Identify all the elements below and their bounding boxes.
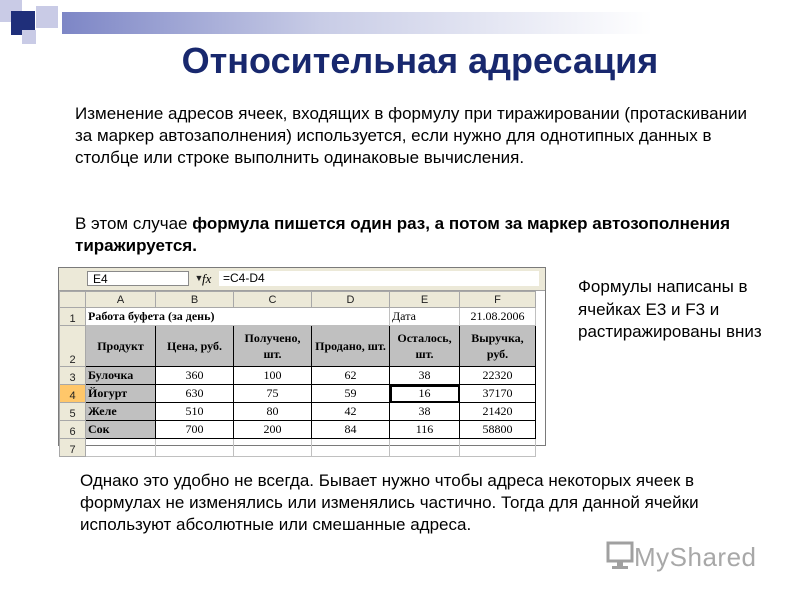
table-row [60, 385, 536, 403]
date-value-cell[interactable]: 21.08.2006 [460, 308, 536, 326]
table-cell[interactable]: 58800 [460, 421, 536, 439]
table-cell[interactable]: Булочка [86, 367, 156, 385]
table-cell[interactable]: 75 [234, 385, 312, 403]
selected-cell[interactable]: 16 [390, 385, 460, 403]
column-header-f[interactable]: F [460, 292, 536, 308]
table-cell[interactable]: 38 [390, 367, 460, 385]
column-header-e[interactable]: E [390, 292, 460, 308]
table-cell[interactable] [390, 439, 460, 457]
table-cell[interactable]: 630 [156, 385, 234, 403]
table-row [60, 403, 536, 421]
paragraph-formula-once [75, 213, 765, 257]
row-header[interactable]: 7 [60, 439, 86, 457]
table-cell[interactable]: 510 [156, 403, 234, 421]
paragraph-absolute-addresses: Однако это удобно не всегда. Бывает нужно чтобы адреса некоторых ячеек в формулах не изменялись или изменялись частично. Тогда для данной ячейки используют абсолютные или смешанные адреса. [80, 471, 699, 534]
table-cell[interactable]: Желе [86, 403, 156, 421]
table-cell[interactable] [234, 439, 312, 457]
paragraph-prefix: В этом случае [75, 214, 193, 233]
table-cell[interactable] [156, 439, 234, 457]
sheet-title-cell[interactable]: Работа буфета (за день) [86, 308, 390, 326]
slide-title: Относительная адресация [181, 40, 659, 81]
table-cell[interactable]: 700 [156, 421, 234, 439]
top-gradient-bar [62, 12, 800, 34]
column-header-c[interactable]: C [234, 292, 312, 308]
header-cell[interactable]: Получено, шт. [234, 326, 312, 367]
column-header-b[interactable]: B [156, 292, 234, 308]
select-all-corner[interactable] [60, 292, 86, 308]
row-header[interactable]: 2 [60, 326, 86, 367]
date-label-cell[interactable]: Дата [390, 308, 460, 326]
table-cell[interactable]: 116 [390, 421, 460, 439]
header-cell[interactable]: Выручка, руб. [460, 326, 536, 367]
formula-bar [59, 268, 545, 291]
header-cell[interactable]: Цена, руб. [156, 326, 234, 367]
formula-input[interactable]: =C4-D4 [219, 271, 539, 286]
table-cell[interactable] [460, 439, 536, 457]
table-cell[interactable]: 42 [312, 403, 390, 421]
spreadsheet [58, 267, 546, 456]
table-cell[interactable]: Сок [86, 421, 156, 439]
side-note: Формулы написаны в ячейках E3 и F3 и растиражированы вниз [578, 277, 762, 341]
fx-icon[interactable]: fx [202, 271, 212, 286]
logo-text: MyShared [634, 542, 757, 572]
column-header-d[interactable]: D [312, 292, 390, 308]
table-cell[interactable]: 59 [312, 385, 390, 403]
header-cell[interactable]: Продукт [86, 326, 156, 367]
column-headers [60, 292, 536, 308]
row-header[interactable]: 5 [60, 403, 86, 421]
monitor-icon [606, 540, 636, 572]
table-cell[interactable]: 38 [390, 403, 460, 421]
table-cell[interactable]: 360 [156, 367, 234, 385]
table-row [60, 308, 536, 326]
table-cell[interactable]: 37170 [460, 385, 536, 403]
column-header-a[interactable]: A [86, 292, 156, 308]
table-cell[interactable] [312, 439, 390, 457]
header-cell[interactable]: Продано, шт. [312, 326, 390, 367]
table-cell[interactable]: 21420 [460, 403, 536, 421]
row-header[interactable]: 3 [60, 367, 86, 385]
header-cell[interactable]: Осталось, шт. [390, 326, 460, 367]
paragraph-bold: формула пишется один раз, а потом за маркер автозополнения тиражируется. [75, 214, 731, 255]
row-header[interactable]: 4 [60, 385, 86, 403]
table-cell[interactable] [86, 439, 156, 457]
table-cell[interactable]: 100 [234, 367, 312, 385]
chevron-down-icon[interactable]: ▼ [194, 273, 204, 283]
row-header[interactable]: 1 [60, 308, 86, 326]
table-cell[interactable]: 22320 [460, 367, 536, 385]
table-cell[interactable]: Йогурт [86, 385, 156, 403]
row-header[interactable]: 6 [60, 421, 86, 439]
paragraph-intro: Изменение адресов ячеек, входящих в формулу при тиражировании (протаскивании за маркер автозаполнения) используется, если нужно для однотипных данных в столбце или строке выполнить одинаковые вычисления. [75, 104, 747, 167]
table-row [60, 421, 536, 439]
cell-grid [59, 291, 536, 457]
table-header-row [60, 326, 536, 367]
table-cell[interactable]: 200 [234, 421, 312, 439]
table-cell[interactable]: 80 [234, 403, 312, 421]
table-row [60, 439, 536, 457]
name-box[interactable]: E4 [87, 271, 189, 286]
table-row [60, 367, 536, 385]
table-cell[interactable]: 84 [312, 421, 390, 439]
table-cell[interactable]: 62 [312, 367, 390, 385]
